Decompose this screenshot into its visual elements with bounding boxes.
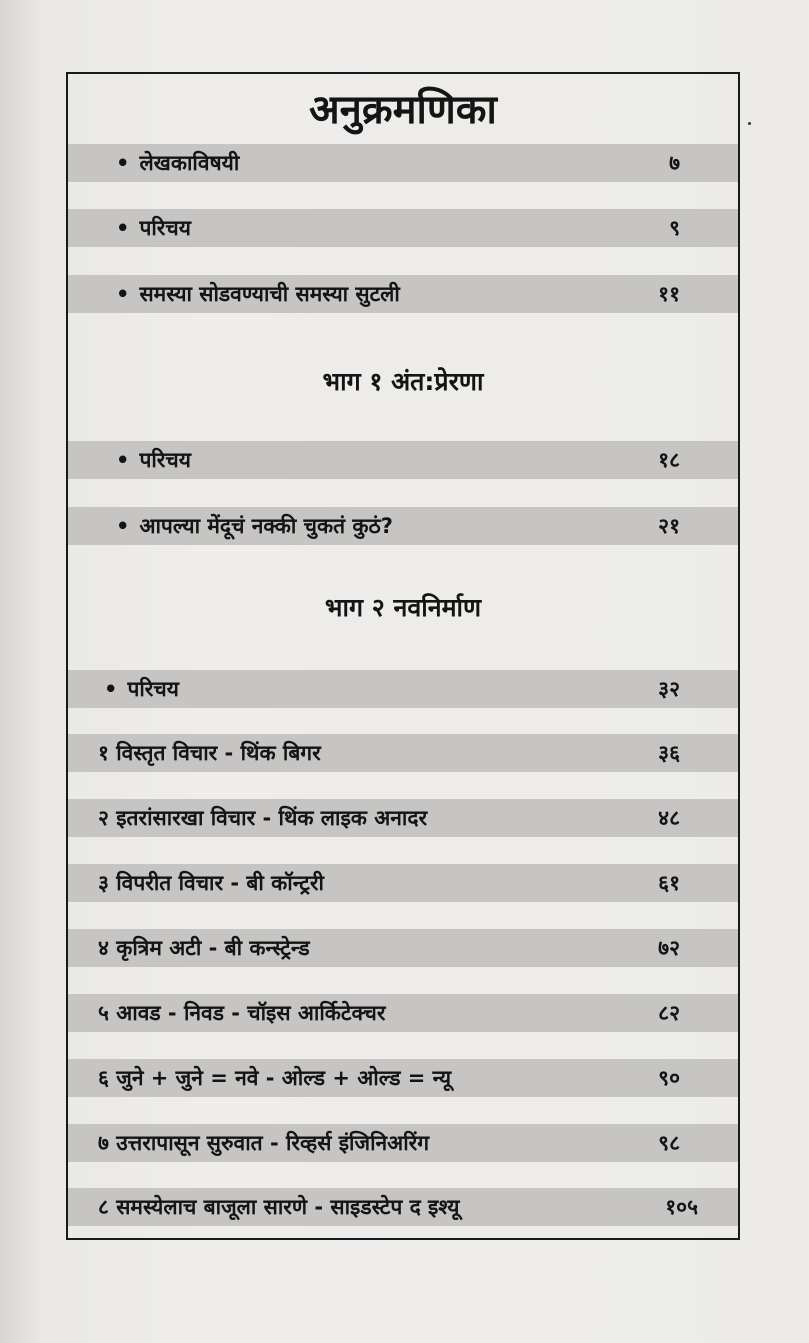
entry-label: परिचय — [139, 216, 191, 240]
chapter-label: ४ कृत्रिम अटी - बी कन्स्ट्रेन्ड — [98, 936, 310, 960]
toc-entry-problem-solved[interactable] — [68, 275, 738, 313]
toc-chapter-6[interactable] — [68, 1059, 738, 1097]
chapter-page: ३६ — [658, 741, 680, 765]
toc-chapter-7[interactable] — [68, 1124, 738, 1162]
entry-page: २१ — [658, 514, 680, 538]
speck — [748, 122, 751, 125]
chapter-page: ७२ — [658, 936, 680, 960]
bullet-icon: • — [116, 514, 130, 538]
chapter-label: ३ विपरीत विचार - बी कॉन्ट्ररी — [98, 871, 324, 895]
chapter-label: ५ आवड - निवड - चॉइस आर्किटेक्चर — [98, 1001, 386, 1025]
chapter-label: ७ उत्तरापासून सुरुवात - रिव्हर्स इंजिनिअरिंग — [98, 1131, 430, 1155]
entry-page: १८ — [658, 448, 680, 472]
bullet-icon: • — [116, 448, 130, 472]
bullet-icon: • — [104, 677, 118, 701]
chapter-page: ८२ — [658, 1001, 680, 1025]
chapter-page: ९८ — [658, 1131, 680, 1155]
entry-label: परिचय — [139, 448, 191, 472]
toc-frame — [66, 72, 740, 1240]
chapter-label: २ इतरांसारखा विचार - थिंक लाइक अनादर — [98, 806, 428, 830]
entry-page: ११ — [658, 282, 680, 306]
chapter-label: ६ जुने + जुने = नवे - ओल्ड + ओल्ड = न्यू — [98, 1066, 452, 1090]
chapter-page: १०५ — [665, 1195, 698, 1219]
entry-label: परिचय — [127, 677, 179, 701]
chapter-page: ६१ — [658, 871, 680, 895]
toc-chapter-3[interactable] — [68, 864, 738, 902]
chapter-page: ९० — [658, 1066, 680, 1090]
entry-label: आपल्या मेंदूचं नक्की चुकतं कुठं? — [139, 514, 393, 538]
chapter-label: ८ समस्येलाच बाजूला सारणे - साइडस्टेप द इश्यू — [98, 1195, 460, 1219]
entry-page: ७ — [669, 151, 680, 175]
toc-chapter-4[interactable] — [68, 929, 738, 967]
toc-chapter-1[interactable] — [68, 734, 738, 772]
toc-entry-brain-mistake[interactable] — [68, 507, 738, 545]
chapter-label: १ विस्तृत विचार - थिंक बिगर — [98, 741, 321, 765]
chapter-page: ४८ — [658, 806, 680, 830]
part2-heading: भाग २ नवनिर्माण — [324, 593, 482, 622]
toc-entry-introduction[interactable] — [68, 209, 738, 247]
toc-entry-part2-intro[interactable] — [68, 670, 738, 708]
entry-label: समस्या सोडवण्याची समस्या सुटली — [139, 282, 400, 306]
toc-chapter-2[interactable] — [68, 799, 738, 837]
bullet-icon: • — [116, 216, 130, 240]
toc-chapter-5[interactable] — [68, 994, 738, 1032]
entry-page: ३२ — [658, 677, 680, 701]
bullet-icon: • — [116, 151, 130, 175]
entry-page: ९ — [669, 216, 680, 240]
toc-title: अनुक्रमणिका — [309, 87, 497, 133]
entry-label: लेखकाविषयी — [139, 151, 240, 175]
toc-entry-about-author[interactable] — [68, 144, 738, 182]
toc-entry-part1-intro[interactable] — [68, 441, 738, 479]
bullet-icon: • — [116, 282, 130, 306]
toc-chapter-8[interactable] — [68, 1188, 738, 1226]
part1-heading: भाग १ अंत:प्रेरणा — [322, 367, 484, 396]
